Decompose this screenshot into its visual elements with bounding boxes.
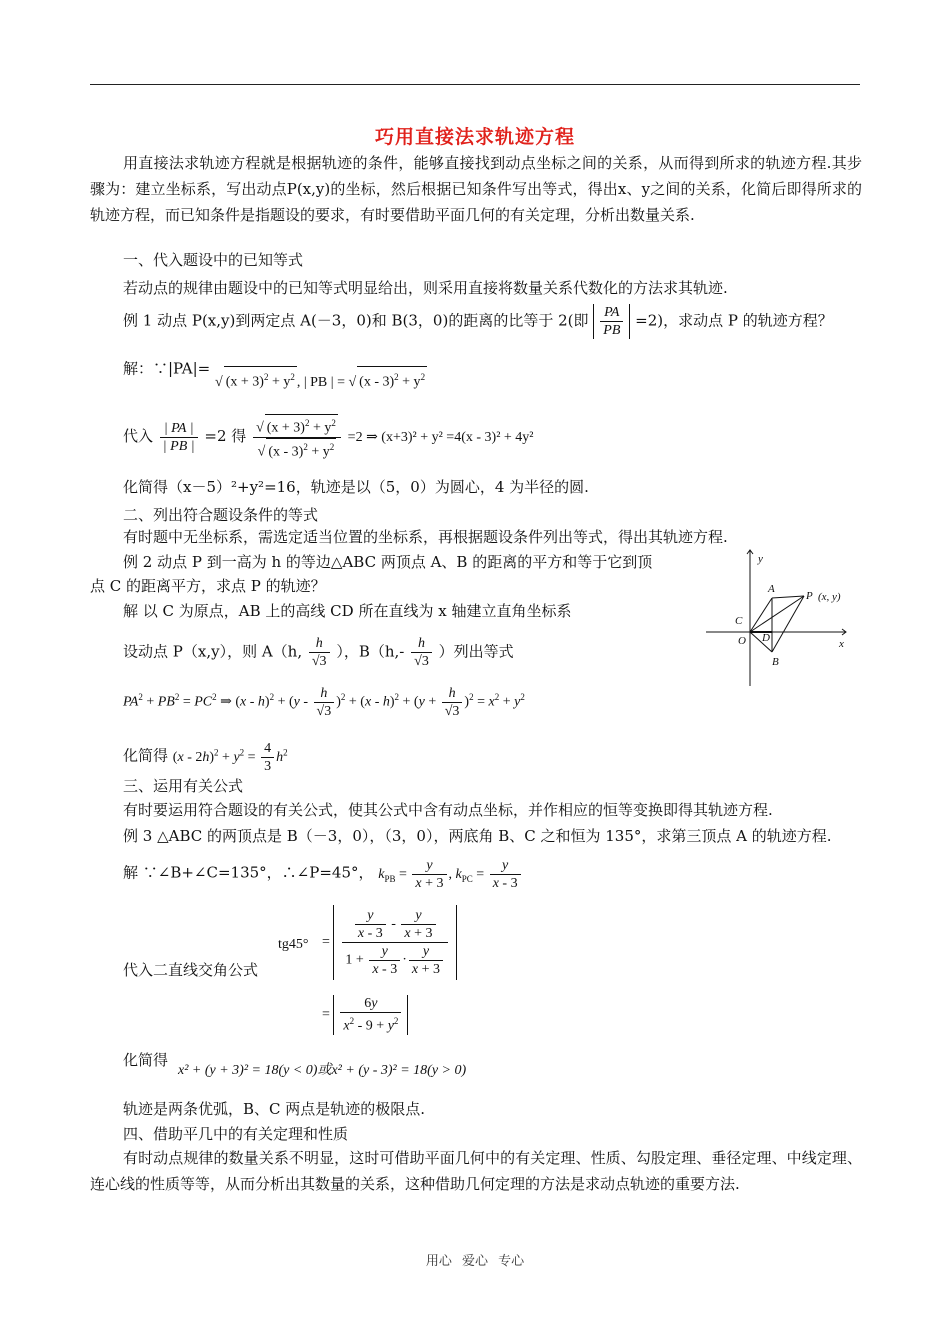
setup-c: ）列出等式	[438, 642, 514, 661]
simplify3-result: x² + (y + 3)² = 18(y < 0)或x² + (y - 3)² = 18(y > 0)	[178, 1063, 467, 1078]
example1-line	[123, 304, 833, 339]
tg45-label: tg45°	[278, 937, 309, 952]
solution3-line	[123, 857, 523, 892]
label-c: C	[735, 615, 743, 627]
simplify2-label: 化简得	[123, 746, 169, 765]
h-over-root3-a: $\frac{h}{√3}$	[309, 635, 330, 670]
label-y: y	[758, 553, 763, 565]
solution2-line: 解 以 C 为原点，AB 上的高线 CD 所在直线为 x 轴建立直角坐标系	[123, 602, 572, 620]
label-o: O	[738, 635, 746, 647]
substitution-line	[123, 414, 533, 460]
label-b: B	[772, 656, 779, 668]
triangle-coordinate-figure	[706, 546, 856, 688]
page-footer: 用心 爱心 专心	[425, 1254, 525, 1269]
ratio-fraction: $\frac{PA}{PB}$	[593, 304, 630, 339]
section3-heading: 三、运用有关公式	[123, 777, 244, 795]
distance-formula: √ $(x + 3)^2 + y^2$ , | PB | = √ $(x - 3)^2 + y^2$	[215, 375, 427, 390]
example1-text-b: =2)，求动点 P 的轨迹方程？	[635, 311, 833, 330]
setup-a: 设动点 P（x,y），则 A（h,	[123, 642, 303, 661]
segment-cp	[750, 596, 804, 632]
substitution3-label: 代入二直线交角公式	[123, 961, 259, 979]
section2-text: 有时题中无坐标系，需选定适当位置的坐标系，再根据题设条件列出等式，得出其轨迹方程.	[123, 528, 728, 546]
sqrt-ratio-fraction: $\frac{√ (x + 3)^2 + y^2}{√ (x - 3)^2 + y^2}$	[253, 414, 341, 460]
section2-heading: 二、列出符合题设条件的等式	[123, 506, 319, 524]
simplify2-line	[123, 740, 288, 775]
solution3-label: 解 ∵∠B+∠C=135°，∴∠P=45°，	[123, 863, 374, 882]
label-d: D	[762, 632, 770, 644]
segment-ca	[750, 598, 772, 632]
solution1-line	[123, 354, 427, 390]
substitution-mid: =2 得	[204, 427, 247, 446]
setup-b: ），B（h,-	[336, 642, 405, 661]
example2-line-1: 例 2 动点 P 到一高为 h 的等边△ABC 两顶点 A、B 的距离的平方和等于它到顶	[123, 553, 653, 571]
slope-formulas: $k_{PB}$ = $\frac{y}{x + 3}$ , $k_{PC}$ = $\frac{y}{x - 3}$	[378, 867, 522, 882]
substitution-label: 代入	[123, 427, 154, 446]
distance-equation: $PA^2 + PB^2 = PC^2$ ⇒ (x - h)$^2$ + (y - $\frac{h}{√3}$ )$^2$ + (x - h)$^2$ + (y + $\frac{h}{√3}$ )$^2 = x^2 + y^2$	[123, 686, 525, 719]
segment-ap	[772, 596, 804, 598]
page-title: 巧用直接法求轨迹方程	[374, 126, 575, 148]
conclusion3-line: 轨迹是两条优弧，B、C 两点是轨迹的极限点.	[123, 1100, 426, 1118]
section4-heading: 四、借助平几中的有关定理和性质	[123, 1125, 349, 1143]
label-p-coord: (x, y)	[818, 591, 841, 603]
simplify2-equation: $(x - 2h)^2 + y^2$ = $\frac{4}{3}$ $h^2$	[172, 741, 288, 774]
section3-text: 有时要运用符合题设的有关公式，使其公式中含有动点坐标，并作相应的恒等变换即得其轨迹方程.	[123, 801, 773, 819]
example1-text-a: 例 1 动点 P(x,y)到两定点 A(－3，0)和 B(3，0)的距离的比等于 2(即	[123, 311, 589, 330]
label-p: P	[806, 590, 813, 602]
intro-paragraph: 用直接法求轨迹方程就是根据轨迹的条件，能够直接找到动点坐标之间的关系，从而得到所求的轨迹方程.其步骤为：建立坐标系，写出动点P(x,y)的坐标，然后根据已知条件写出等式，得出x、y之间的关系，化简后即得所求的轨迹方程，而已知条件是指题设的要求，有时要借助平面几何的有关定理，分析出数量关系.	[90, 154, 862, 224]
section1-heading: 一、代入题设中的已知等式	[123, 251, 304, 269]
setup-line	[123, 635, 514, 670]
solution1-label: 解：∵|PA|=	[123, 359, 211, 378]
example2-line-2: 点 C 的距离平方，求点 P 的轨迹？	[90, 577, 326, 595]
segment-bp	[772, 596, 804, 652]
simplify1-line: 化简得（x－5）²+y²=16，轨迹是以（5，0）为圆心，4 为半径的圆.	[123, 478, 589, 496]
label-x: x	[839, 638, 844, 650]
section1-text: 若动点的规律由题设中的已知等式明显给出，则采用直接将数量关系代数化的方法求其轨迹.	[123, 279, 728, 297]
header-rule	[90, 84, 860, 85]
simplify3-label: 化简得	[123, 1051, 169, 1069]
label-a: A	[768, 583, 775, 595]
substitution-result: =2 ⇒ (x+3)² + y² =4(x - 3)² + 4y²	[347, 430, 534, 446]
ratio-fraction-2: $\frac{| PA |}{| PB |}$	[160, 420, 198, 455]
tangent-simplified: = $\frac{6y}{x^2 - 9 + y^2}$	[322, 995, 408, 1035]
section4-text: 有时动点规律的数量关系不明显，这时可借助平面几何中的有关定理、性质、勾股定理、垂径定理、中线定理、连心线的性质等等，从而分析出其数量的关系，这种借助几何定理的方法是求动点轨迹的重要方法.	[90, 1149, 862, 1193]
h-over-root3-b: $\frac{h}{√3}$	[411, 635, 432, 670]
example3-line: 例 3 △ABC 的两顶点是 B（－3，0），（3，0），两底角 B、C 之和恒为 135°，求第三顶点 A 的轨迹方程.	[123, 827, 832, 845]
tangent-formula: = $\frac{y}{x - 3}$ - $\frac{y}{x + 3}$ 1 + $\frac{y}{x - 3}$ · $\frac{y}{x + 3}$	[322, 905, 457, 980]
